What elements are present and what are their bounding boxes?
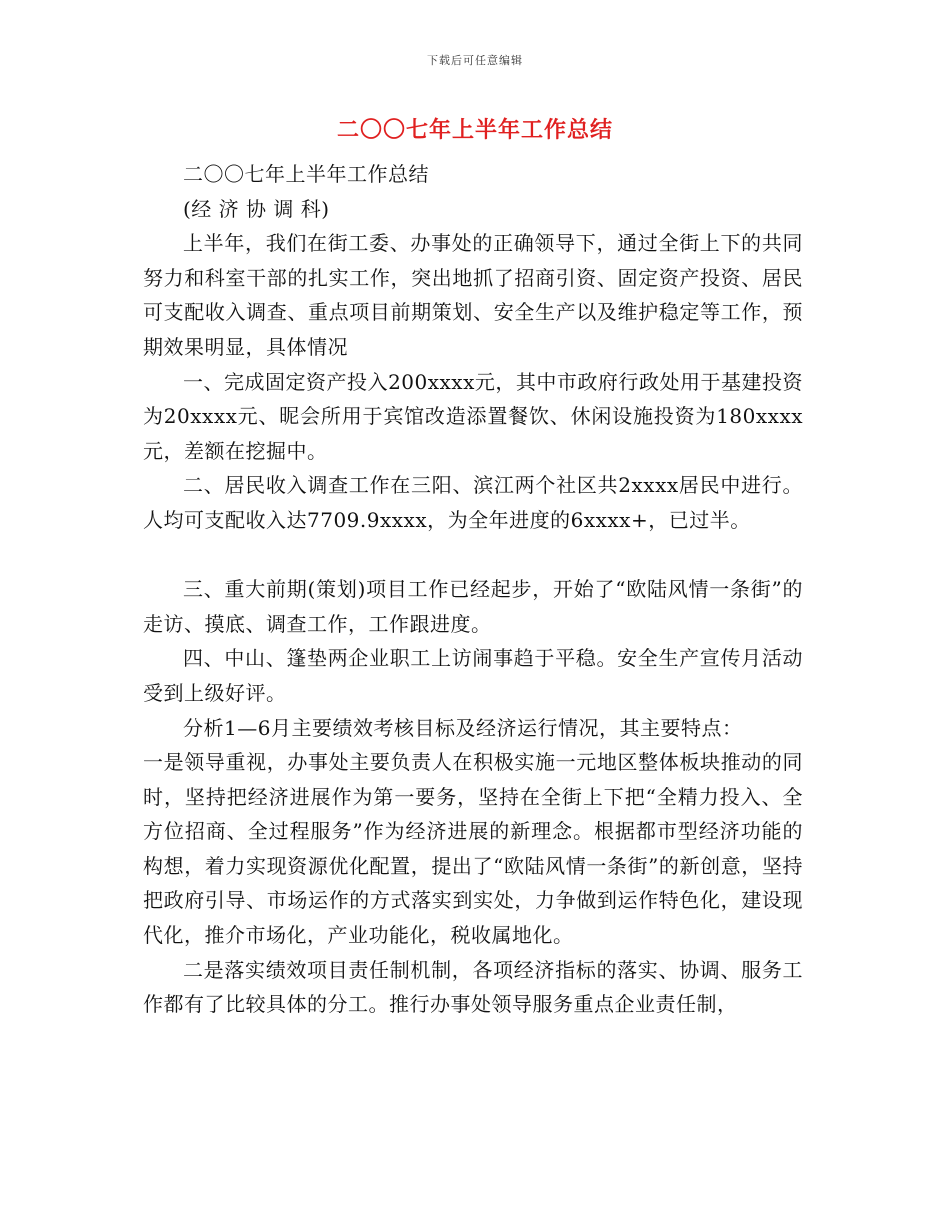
document-body — [143, 157, 803, 1022]
point-two-paragraph: 二是落实绩效项目责任制机制，各项经济指标的落实、协调、服务工作都有了比较具体的分工。推行办事处领导服务重点企业责任制， — [143, 957, 803, 1017]
document-title: 二〇〇七年上半年工作总结 — [336, 118, 613, 143]
point-one-paragraph: 一是领导重视，办事处主要负责人在积极实施一元地区整体板块推动的同时，坚持把经济进展作为第一要务，坚持在全街上下把“全精力投入、全方位招商、全过程服务”作为经济进展的新理念。根据都市型经济功能的构想，着力实现资源优化配置，提出了“欧陆风情一条街”的新创意，坚持把政府引导、市场运作的方式落实到实处，力争做到运作特色化，建设现代化，推介市场化，产业功能化，税收属地化。 — [143, 750, 803, 948]
analysis-paragraph: 分析1—6月主要绩效考核目标及经济运行情况，其主要特点： — [183, 715, 743, 740]
item-four-paragraph: 四、中山、篷垫两企业职工上访闹事趋于平稳。安全生产宣传月活动受到上级好评。 — [143, 646, 803, 705]
item-three-paragraph: 三、重大前期(策划)项目工作已经起步，开始了“欧陆风情一条街”的走访、摸底、调查工作，工作跟进度。 — [143, 577, 803, 636]
item-one-paragraph: 一、完成固定资产投入200xxxx元，其中市政府行政处用于基建投资为20xxxx元、昵会所用于宾馆改造添置餐饮、休闲设施投资为180xxxx元，差额在挖掘中。 — [143, 369, 803, 463]
subtitle-line: 二〇〇七年上半年工作总结 — [183, 162, 429, 186]
item-two-paragraph: 二、居民收入调查工作在三阳、滨江两个社区共2xxxx居民中进行。人均可支配收入达7709.9xxxx，为全年进度的6xxxx+，已过半。 — [143, 473, 803, 532]
department-line: (经 济 协 调 科) — [183, 196, 330, 221]
page-header: 下载后可任意编辑 — [427, 54, 523, 67]
paragraph-spacer — [143, 538, 803, 573]
intro-paragraph: 上半年，我们在街工委、办事处的正确领导下，通过全街上下的共同努力和科室干部的扎实工作，突出地抓了招商引资、固定资产投资、居民可支配收入调查、重点项目前期策划、安全生产以及维护稳定等工作，预期效果明显，具体情况 — [143, 231, 803, 359]
